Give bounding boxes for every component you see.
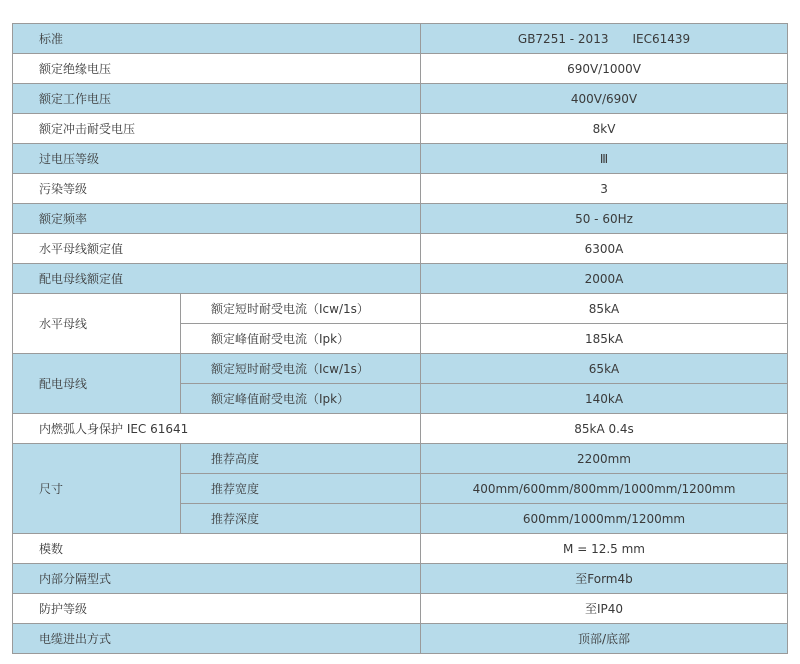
table-row	[13, 354, 788, 384]
table-row	[13, 414, 788, 444]
row-label: 污染等级	[13, 174, 421, 204]
table-row	[13, 114, 788, 144]
sub-label: 推荐深度	[181, 504, 421, 534]
row-value: 400V/690V	[421, 84, 788, 114]
group-label: 配电母线	[13, 354, 181, 414]
table-row	[13, 264, 788, 294]
row-label: 标准	[13, 24, 421, 54]
group-label: 尺寸	[13, 444, 181, 534]
row-label: 额定绝缘电压	[13, 54, 421, 84]
table-row	[13, 234, 788, 264]
row-value: 400mm/600mm/800mm/1000mm/1200mm	[421, 474, 788, 504]
row-label: 内部分隔型式	[13, 564, 421, 594]
row-value: 2000A	[421, 264, 788, 294]
row-value: 50 - 60Hz	[421, 204, 788, 234]
row-value: Ⅲ	[421, 144, 788, 174]
table-row	[13, 24, 788, 54]
sub-label: 额定峰值耐受电流（Ipk）	[181, 384, 421, 414]
row-value: 顶部/底部	[421, 624, 788, 654]
row-value: 690V/1000V	[421, 54, 788, 84]
row-value: 2200mm	[421, 444, 788, 474]
sub-label: 额定短时耐受电流（Icw/1s）	[181, 354, 421, 384]
row-value: 至IP40	[421, 594, 788, 624]
row-value: 3	[421, 174, 788, 204]
row-value: 至Form4b	[421, 564, 788, 594]
row-label: 额定工作电压	[13, 84, 421, 114]
sub-label: 额定峰值耐受电流（Ipk）	[181, 324, 421, 354]
row-label: 过电压等级	[13, 144, 421, 174]
sub-label: 推荐高度	[181, 444, 421, 474]
row-label: 配电母线额定值	[13, 264, 421, 294]
row-value: 140kA	[421, 384, 788, 414]
row-label: 额定冲击耐受电压	[13, 114, 421, 144]
row-value: M = 12.5 mm	[421, 534, 788, 564]
spec-table	[12, 23, 788, 654]
row-value: 85kA 0.4s	[421, 414, 788, 444]
row-label: 电缆进出方式	[13, 624, 421, 654]
table-row	[13, 204, 788, 234]
table-row	[13, 174, 788, 204]
table-row	[13, 594, 788, 624]
table-row	[13, 534, 788, 564]
sub-label: 额定短时耐受电流（Icw/1s）	[181, 294, 421, 324]
table-row	[13, 444, 788, 474]
row-label: 水平母线额定值	[13, 234, 421, 264]
row-value: 600mm/1000mm/1200mm	[421, 504, 788, 534]
row-value: 65kA	[421, 354, 788, 384]
group-label: 水平母线	[13, 294, 181, 354]
row-label: 内燃弧人身保护 IEC 61641	[13, 414, 421, 444]
table-row	[13, 624, 788, 654]
row-value: 85kA	[421, 294, 788, 324]
table-row	[13, 564, 788, 594]
row-value: 6300A	[421, 234, 788, 264]
sub-label: 推荐宽度	[181, 474, 421, 504]
row-label: 模数	[13, 534, 421, 564]
row-value: GB7251 - 2013 IEC61439	[421, 24, 788, 54]
row-value: 185kA	[421, 324, 788, 354]
row-label: 防护等级	[13, 594, 421, 624]
table-row	[13, 144, 788, 174]
table-row	[13, 294, 788, 324]
row-label: 额定频率	[13, 204, 421, 234]
table-row	[13, 54, 788, 84]
table-row	[13, 84, 788, 114]
row-value: 8kV	[421, 114, 788, 144]
